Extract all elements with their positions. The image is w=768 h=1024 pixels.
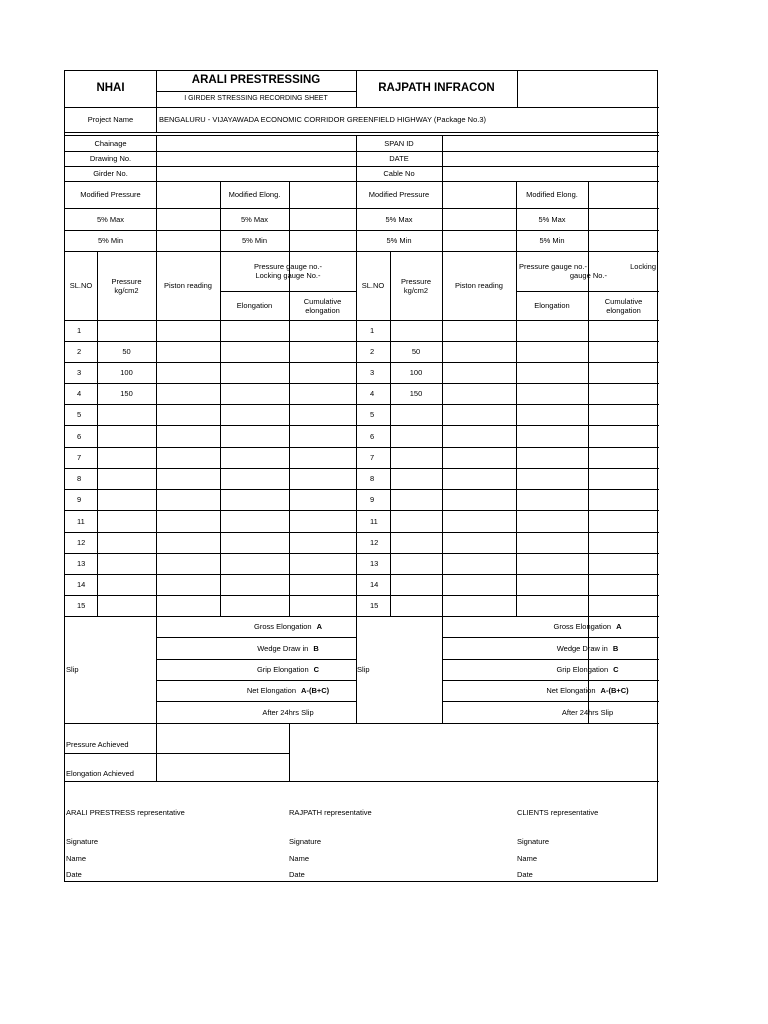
- grid-line: [356, 251, 357, 616]
- col-header-elongation: Elongation: [236, 301, 273, 310]
- grid-line: [65, 251, 659, 252]
- row-sl-no: 6: [77, 431, 82, 441]
- cable-no-label: Cable No: [383, 169, 415, 178]
- grid-line: [356, 135, 357, 181]
- summary-grip: [220, 659, 356, 680]
- row-pressure: [390, 320, 442, 341]
- row-sl-no: 1: [77, 326, 82, 335]
- grid-line: [442, 680, 659, 681]
- grid-line: [65, 181, 659, 182]
- row-pressure: [390, 489, 442, 510]
- grid-line: [65, 781, 659, 782]
- grid-line: [156, 135, 157, 181]
- max-label: 5% Max: [538, 214, 566, 224]
- grid-line: [442, 135, 443, 181]
- grid-line: [65, 404, 659, 405]
- row-pressure: [390, 574, 442, 595]
- grid-line: [65, 489, 659, 490]
- sheet-title: I GIRDER STRESSING RECORDING SHEET: [184, 94, 328, 102]
- grid-line: [65, 132, 659, 133]
- row-sl-no: 1: [370, 326, 375, 335]
- max-label: 5% Max: [240, 214, 269, 224]
- row-pressure: [97, 553, 156, 574]
- row-sl-no: 6: [370, 431, 375, 441]
- row-sl-no: 3: [370, 368, 375, 377]
- row-pressure: [97, 574, 156, 595]
- grid-line: [65, 553, 659, 554]
- row-sl-no: 12: [77, 538, 86, 547]
- elongation-achieved-label: Elongation Achieved: [66, 768, 134, 778]
- summary-after-label: After 24hrs Slip: [262, 707, 314, 717]
- grid-line: [516, 251, 517, 616]
- min-label: 5% Min: [97, 236, 123, 245]
- summary-grip-label: Grip Elongation: [556, 665, 609, 674]
- summary-grip-code: C: [613, 665, 619, 674]
- name-label: Name: [289, 853, 310, 863]
- project-name-label: Project Name: [87, 115, 134, 124]
- col-header-sl-no: SL.NO: [361, 281, 385, 290]
- col-header-sl-no: SL.NO: [69, 281, 93, 290]
- grid-line: [588, 616, 589, 723]
- summary-gross-code: A: [616, 622, 622, 631]
- grid-line: [517, 71, 518, 107]
- grid-line: [65, 151, 659, 152]
- grid-line: [65, 107, 659, 108]
- slip-label: Slip: [357, 665, 370, 674]
- row-pressure: [390, 425, 442, 447]
- col-header-pressure: Pressure kg/cm2: [111, 276, 142, 295]
- summary-wedge-label: Wedge Draw in: [257, 643, 309, 653]
- grid-line: [65, 425, 659, 426]
- gauge-line-2: gauge No.-: [569, 271, 607, 280]
- girder-no-label: Girder No.: [93, 169, 128, 178]
- row-sl-no: 4: [370, 389, 375, 398]
- contractor-name: RAJPATH INFRACON: [378, 82, 495, 95]
- signature-label: Signature: [66, 836, 99, 846]
- grid-line: [156, 91, 356, 92]
- grid-line: [356, 71, 357, 107]
- grid-line: [156, 701, 356, 702]
- grid-line: [65, 135, 659, 136]
- summary-wedge-label: Wedge Draw in: [556, 643, 608, 653]
- grid-line: [442, 637, 659, 638]
- grid-line: [220, 251, 221, 616]
- grid-line: [156, 71, 157, 107]
- row-pressure: 100: [409, 368, 423, 377]
- min-label: 5% Min: [539, 236, 565, 245]
- grid-line: [65, 447, 659, 448]
- arali-representative: ARALI PRESTRESS representative: [66, 807, 185, 817]
- row-pressure: [97, 510, 156, 532]
- row-pressure: [97, 489, 156, 510]
- grid-line: [65, 341, 659, 342]
- grid-line: [97, 251, 98, 616]
- col-header-pressure: Pressure kg/cm2: [400, 276, 431, 295]
- row-pressure: [97, 447, 156, 468]
- grid-line: [65, 320, 659, 321]
- row-sl-no: 5: [77, 410, 82, 419]
- row-sl-no: 11: [370, 516, 378, 526]
- pressure-achieved-label: Pressure Achieved: [66, 739, 129, 749]
- max-label: 5% Max: [96, 214, 125, 224]
- summary-gross-label: Gross Elongation: [254, 622, 312, 631]
- grid-line: [65, 362, 659, 363]
- row-pressure: [390, 510, 442, 532]
- name-label: Name: [66, 853, 87, 863]
- row-pressure: [97, 468, 156, 489]
- grid-line: [65, 468, 659, 469]
- grid-line: [65, 383, 659, 384]
- row-pressure: 150: [120, 389, 133, 398]
- row-sl-no: 15: [370, 601, 379, 610]
- name-label: Name: [517, 853, 538, 863]
- grid-line: [356, 616, 357, 723]
- min-label: 5% Min: [386, 236, 412, 245]
- row-sl-no: 3: [77, 368, 82, 377]
- grid-line: [442, 251, 443, 616]
- grid-line: [65, 723, 659, 724]
- row-sl-no: 14: [370, 580, 379, 589]
- gauge-pressure-text: Pressure gauge no.-: [519, 262, 587, 271]
- summary-net-code: A-(B+C): [301, 686, 330, 695]
- grid-line: [442, 659, 659, 660]
- summary-gross: [220, 616, 356, 637]
- grid-line: [289, 723, 290, 781]
- summary-gross-code: A: [316, 622, 322, 631]
- col-header-cumulative: Cumulative elongation: [303, 296, 342, 315]
- grid-line: [65, 166, 659, 167]
- row-pressure: 150: [409, 389, 423, 398]
- grid-line: [442, 616, 443, 723]
- min-label: 5% Min: [241, 236, 267, 245]
- col-header-piston: Piston reading: [164, 281, 212, 290]
- grid-line: [156, 181, 157, 251]
- row-sl-no: 7: [77, 453, 82, 462]
- row-sl-no: 4: [77, 389, 82, 398]
- row-pressure: [390, 468, 442, 489]
- row-pressure: 100: [120, 368, 133, 377]
- row-pressure: [390, 532, 442, 553]
- row-pressure: [390, 404, 442, 425]
- grid-line: [156, 107, 157, 132]
- grid-line: [588, 181, 589, 251]
- summary-wedge: [220, 637, 356, 659]
- row-sl-no: 8: [370, 474, 375, 483]
- grid-line: [220, 291, 356, 292]
- summary-after: [220, 701, 356, 723]
- row-pressure: [97, 404, 156, 425]
- grid-line: [65, 574, 659, 575]
- summary-net-label: Net Elongation: [246, 686, 297, 695]
- summary-net-label: Net Elongation: [546, 686, 596, 695]
- row-sl-no: 9: [77, 495, 82, 504]
- grid-line: [156, 723, 157, 781]
- max-label: 5% Max: [385, 214, 413, 224]
- grid-line: [156, 637, 356, 638]
- row-pressure: [97, 595, 156, 616]
- summary-after-label: After 24hrs Slip: [561, 707, 614, 717]
- row-pressure: 50: [122, 347, 131, 356]
- row-sl-no: 11: [77, 516, 85, 526]
- modified-elong-right: Modified Elong.: [526, 190, 578, 199]
- summary-wedge-code: B: [612, 643, 619, 653]
- date-label: Date: [517, 869, 533, 879]
- row-pressure: [390, 447, 442, 468]
- drawing-no-label: Drawing No.: [89, 154, 132, 163]
- summary-grip-label: Grip Elongation: [256, 665, 309, 674]
- rajpath-representative: RAJPATH representative: [289, 807, 372, 817]
- row-pressure: 50: [411, 347, 421, 356]
- row-pressure: [390, 553, 442, 574]
- grid-line: [588, 251, 589, 616]
- row-sl-no: 2: [370, 347, 375, 356]
- signature-label: Signature: [289, 836, 322, 846]
- grid-line: [156, 659, 356, 660]
- summary-net: [220, 680, 356, 701]
- row-sl-no: 12: [370, 538, 379, 547]
- grid-line: [156, 616, 157, 723]
- grid-line: [156, 680, 356, 681]
- date-label: Date: [289, 869, 305, 879]
- grid-line: [65, 510, 659, 511]
- grid-line: [356, 181, 357, 251]
- gauge-locking-text: Locking: [630, 262, 656, 271]
- col-header-gauge: Pressure gauge no.- Locking gauge No.-: [254, 262, 322, 280]
- row-sl-no: 5: [370, 410, 375, 419]
- summary-gross-label: Gross Elongation: [553, 622, 612, 631]
- grid-line: [220, 181, 221, 251]
- summary-wedge-code: B: [313, 643, 319, 653]
- modified-pressure-right: Modified Pressure: [368, 190, 430, 199]
- row-pressure: [97, 532, 156, 553]
- grid-line: [516, 181, 517, 251]
- slip-label: Slip: [66, 665, 79, 674]
- date-label: DATE: [389, 154, 409, 163]
- row-pressure: [97, 425, 156, 447]
- row-sl-no: 7: [370, 453, 375, 462]
- grid-line: [156, 251, 157, 616]
- date-label: Date: [66, 869, 82, 879]
- summary-grip-code: C: [313, 665, 320, 674]
- row-sl-no: 13: [77, 559, 86, 568]
- row-pressure: [390, 595, 442, 616]
- row-pressure: [97, 320, 156, 341]
- modified-pressure-left: Modified Pressure: [80, 190, 141, 199]
- grid-line: [65, 230, 659, 231]
- company-name: ARALI PRESTRESSING: [191, 74, 321, 87]
- signature-label: Signature: [517, 836, 550, 846]
- grid-line: [65, 595, 659, 596]
- summary-net-code: A-(B+C): [600, 686, 629, 695]
- grid-line: [65, 753, 289, 754]
- grid-line: [289, 251, 290, 616]
- clients-representative: CLIENTS representative: [517, 807, 599, 817]
- grid-line: [442, 701, 659, 702]
- modified-elong-left: Modified Elong.: [228, 190, 281, 199]
- grid-line: [65, 616, 659, 617]
- col-header-cumulative: Cumulative elongation: [604, 296, 643, 315]
- row-sl-no: 8: [77, 474, 82, 483]
- grid-line: [390, 251, 391, 616]
- row-sl-no: 9: [370, 495, 375, 504]
- row-sl-no: 15: [77, 601, 86, 610]
- project-name-value: BENGALURU - VIJAYAWADA ECONOMIC CORRIDOR GREENFIELD HIGHWAY (Package No.3): [159, 115, 487, 124]
- col-header-elongation: Elongation: [534, 301, 570, 310]
- grid-line: [289, 181, 290, 251]
- row-sl-no: 2: [77, 347, 82, 356]
- grid-line: [442, 181, 443, 251]
- chainage-label: Chainage: [94, 138, 127, 148]
- nhai-label: NHAI: [96, 82, 125, 95]
- stressing-record-sheet: [64, 70, 658, 882]
- row-sl-no: 14: [77, 580, 86, 589]
- col-header-piston: Piston reading: [455, 281, 503, 290]
- row-sl-no: 13: [370, 559, 379, 568]
- grid-line: [65, 208, 659, 209]
- grid-line: [65, 532, 659, 533]
- span-id-label: SPAN ID: [384, 138, 414, 148]
